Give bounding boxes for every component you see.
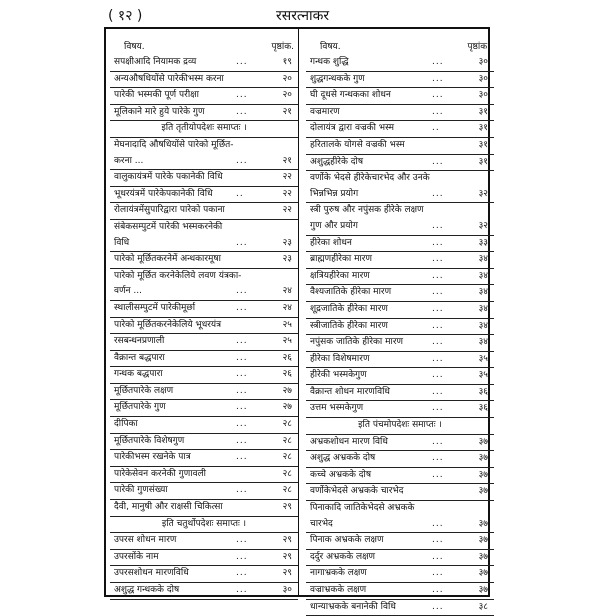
section-end-note	[110, 517, 298, 534]
toc-entry	[306, 368, 494, 385]
entry-title: पारेको मूर्छितकरनेकेलिये भूधरयंत्र	[114, 319, 222, 330]
entry-page-number: २१	[282, 106, 292, 117]
entry-page-number: २९	[282, 568, 292, 579]
entry-title: क्षत्रियहीरेका मारण	[310, 270, 370, 281]
leader-dots: ...	[432, 453, 444, 464]
entry-title: वैक्रान्त शोधन मारणविधि	[310, 386, 390, 397]
entry-title: हीरेकी भस्मकेगुण	[310, 370, 367, 381]
entry-title: पिनाक अभ्रकके लक्षण	[310, 535, 384, 546]
page-number: ( १२ )	[108, 8, 143, 24]
leader-dots: ...	[236, 585, 248, 595]
entry-page-number: ३१	[478, 156, 488, 167]
entry-page-number: २५	[282, 319, 292, 330]
leader-dots: ...	[236, 485, 248, 496]
section-end-note	[110, 121, 298, 138]
toc-entry	[306, 285, 494, 302]
entry-title: इति चतुर्थोपदेशः समाप्तः ।	[161, 518, 247, 529]
entry-page-number: २४	[282, 286, 292, 297]
entry-title: गन्धक शुद्धि	[310, 57, 349, 67]
toc-entry	[110, 88, 298, 105]
leader-dots: ...	[236, 57, 248, 67]
toc-entry	[110, 450, 298, 467]
entry-page-number: ३७	[478, 486, 488, 497]
toc-entry	[306, 55, 494, 72]
toc-entry	[110, 154, 298, 171]
toc-entry	[110, 187, 298, 204]
toc-entry	[110, 583, 298, 600]
entry-page-number: २४	[282, 302, 292, 313]
toc-entry	[110, 566, 298, 583]
leader-dots: ...	[432, 551, 444, 562]
toc-entry	[110, 105, 298, 122]
entry-page-number: ३०	[478, 73, 488, 84]
toc-entry	[110, 434, 298, 451]
entry-title: पारेकीभस्म रखनेके पात्र	[114, 452, 191, 463]
entry-title: दीपिका	[114, 419, 138, 430]
entry-title: वैश्यजातिके हीरेका मारण	[310, 287, 392, 298]
entry-title: इति तृतीयोपदेशः समाप्तः ।	[161, 123, 247, 134]
leader-dots: ..	[432, 123, 440, 134]
page-heading: पृष्ठांक.	[271, 42, 294, 52]
leader-dots: ...	[432, 156, 444, 167]
leader-dots: ...	[432, 535, 444, 546]
leader-dots: ...	[432, 585, 444, 595]
toc-entry	[306, 203, 494, 219]
toc-entry	[306, 583, 494, 600]
entry-title: मेघनादादि औषधियोंसे पारेको मूर्छित-	[114, 139, 234, 150]
entry-title: गुण और प्रयोग	[310, 220, 358, 231]
right-column-header	[306, 37, 494, 53]
entry-page-number: ३५	[478, 353, 488, 364]
entry-page-number: ३४	[478, 270, 488, 281]
entry-title: शूद्रजातिके हीरेका मारण	[310, 303, 388, 314]
entry-page-number: ३४	[478, 254, 488, 265]
entry-title: भिन्नभिन्न प्रयोग	[310, 188, 359, 199]
entry-page-number: २९	[282, 535, 292, 546]
toc-entry	[110, 203, 298, 220]
entry-title: पारेको मूर्छितकरनेमें अन्धकारमूषा	[114, 254, 221, 265]
entry-title: अन्यऔषधियोंसे पारेकीभस्म करना	[114, 73, 224, 84]
toc-entry	[306, 385, 494, 402]
toc-entry	[306, 550, 494, 567]
entry-title: करना ...	[114, 155, 144, 166]
toc-entry	[110, 170, 298, 187]
entry-page-number: २०	[282, 73, 292, 84]
toc-entry	[306, 219, 494, 236]
toc-entry	[306, 302, 494, 319]
entry-title: अभ्रकशोधन मारण विधि	[310, 436, 388, 447]
toc-entry	[110, 500, 298, 517]
toc-entry	[306, 401, 494, 418]
entry-title: वर्णन ...	[114, 286, 142, 297]
entry-page-number: ३५	[478, 370, 488, 381]
leader-dots: ...	[432, 188, 444, 199]
toc-entry	[306, 335, 494, 352]
toc-entry	[110, 533, 298, 550]
toc-entry	[306, 121, 494, 138]
entry-title: भूधरयंत्रमें पारेकेपकानेकी विधि	[114, 188, 213, 199]
toc-entry	[306, 600, 494, 616]
entry-title: रसबन्धनप्रणाली	[114, 336, 165, 347]
entry-page-number: २१	[282, 155, 292, 166]
entry-page-number: ३७	[478, 436, 488, 447]
toc-entry	[110, 417, 298, 434]
entry-title: शुद्धगन्धकके गुण	[310, 73, 365, 84]
entry-page-number: ३४	[478, 320, 488, 331]
entry-title: वैक्रान्त बद्धपारा	[114, 352, 165, 363]
toc-entry	[306, 484, 494, 501]
leader-dots: ...	[432, 601, 444, 612]
toc-entry	[306, 435, 494, 452]
entry-title: धान्याभ्रकके बनानेकी विधि	[310, 601, 396, 612]
leader-dots: ...	[236, 385, 248, 396]
entry-title: वज्राभ्रकके लक्षण	[310, 585, 367, 595]
subject-heading: विषय.	[320, 42, 341, 52]
toc-entry	[110, 269, 298, 285]
toc-entry	[110, 483, 298, 500]
entry-title: पारेकी भस्मकी पूर्ण परीक्षा	[114, 90, 199, 101]
toc-entry	[306, 105, 494, 122]
entry-page-number: ३०	[282, 585, 292, 595]
leader-dots: ...	[236, 551, 248, 562]
entry-title: उपरस शोधन मारण	[114, 535, 177, 546]
leader-dots: ...	[432, 220, 444, 231]
leader-dots: ...	[236, 155, 248, 166]
toc-entry	[306, 319, 494, 336]
entry-page-number: ३८	[478, 601, 488, 612]
entry-title: दैवी, मानुषी और राक्षसी चिकित्सा	[114, 502, 223, 513]
entry-title: उपरसशोधन मारणविधि	[114, 568, 189, 579]
toc-entry	[110, 400, 298, 417]
entry-page-number: ३३	[478, 237, 488, 248]
entry-page-number: ३१	[478, 123, 488, 134]
leader-dots: ...	[236, 286, 248, 297]
entry-page-number: ३०	[478, 57, 488, 67]
entry-title: विधि	[114, 237, 130, 248]
toc-entry	[110, 138, 298, 154]
leader-dots: ..	[236, 188, 244, 199]
leader-dots: ...	[236, 90, 248, 101]
entry-title: अशुद्ध अभ्रकके दोष	[310, 453, 376, 464]
page-header	[100, 4, 496, 26]
leader-dots: ...	[432, 270, 444, 281]
table-of-contents	[104, 27, 490, 612]
entry-page-number: ३६	[478, 403, 488, 414]
entry-page-number: ३४	[478, 337, 488, 348]
page-heading: पृष्ठांक.	[467, 42, 490, 52]
leader-dots: ...	[236, 419, 248, 430]
entry-page-number: ३७	[478, 518, 488, 529]
leader-dots: ...	[432, 386, 444, 397]
right-column	[306, 37, 494, 616]
toc-entry	[110, 252, 298, 269]
entry-page-number: २३	[282, 237, 292, 248]
leader-dots: ...	[236, 452, 248, 463]
entry-title: वालुकायंत्रमें पारेके पकानेकी विधि	[114, 172, 223, 183]
entry-title: पिनाकादि जातिकेभेदसे अभ्रकके	[310, 503, 415, 514]
toc-entry	[110, 318, 298, 335]
entry-title: पारेको मूर्छित करनेकेलिये लवण यंत्रका-	[114, 270, 242, 281]
entry-title: कच्चे अभ्रकके दोष	[310, 469, 372, 480]
leader-dots: ...	[432, 568, 444, 579]
toc-entry	[110, 550, 298, 567]
leader-dots: ...	[236, 369, 248, 380]
entry-page-number: ३७	[478, 551, 488, 562]
toc-entry	[110, 301, 298, 318]
left-rows	[110, 55, 298, 600]
toc-entry	[306, 451, 494, 468]
toc-entry	[306, 533, 494, 550]
toc-entry	[306, 468, 494, 485]
entry-title: ब्राह्मणहीरेका मारण	[310, 254, 372, 265]
entry-title: दोलायंत्र द्वारा वज्रकी भस्म	[310, 123, 395, 134]
entry-title: रोलायंत्रमेंसुपारिद्वारा पारेको पकाना	[114, 205, 225, 216]
leader-dots: ...	[432, 57, 444, 67]
entry-title: दर्दुर अभ्रकके लक्षण	[310, 551, 376, 562]
entry-page-number: २२	[282, 188, 292, 199]
entry-page-number: २८	[282, 452, 292, 463]
toc-entry	[306, 155, 494, 172]
entry-page-number: ३१	[478, 139, 488, 150]
toc-entry	[110, 220, 298, 236]
leader-dots: ...	[432, 90, 444, 101]
entry-page-number: २९	[282, 502, 292, 513]
toc-entry	[306, 501, 494, 517]
entry-title: नपुंसक जातिके हीरेका मारण	[310, 337, 404, 348]
leader-dots: ...	[432, 518, 444, 529]
toc-entry	[306, 187, 494, 204]
entry-page-number: ३७	[478, 453, 488, 464]
leader-dots: ...	[432, 106, 444, 117]
entry-title: हीरेका विशेषमारण	[310, 353, 370, 364]
entry-page-number: २३	[282, 254, 292, 265]
entry-title: वर्णोकेभेदसे अभ्रकके चारभेद	[310, 486, 404, 497]
toc-entry	[110, 284, 298, 301]
entry-title: पारेकेसेवन करनेकी गुणावली	[114, 468, 207, 479]
section-end-note	[306, 418, 494, 435]
entry-page-number: ३६	[478, 386, 488, 397]
right-rows	[306, 55, 494, 616]
entry-page-number: २६	[282, 352, 292, 363]
entry-title: उत्तम भस्मकेगुण	[310, 403, 364, 414]
entry-page-number: ३७	[478, 568, 488, 579]
entry-title: मूलिकाने मारे हुये पारेके गुण	[114, 106, 205, 117]
column-divider	[298, 29, 299, 595]
entry-title: वर्णोके भेदसे हीरेकेचारभेद और उनके	[310, 173, 430, 184]
entry-page-number: २२	[282, 205, 292, 216]
toc-entry	[110, 55, 298, 72]
leader-dots: ...	[236, 106, 248, 117]
entry-page-number: ३४	[478, 287, 488, 298]
left-column-header	[110, 37, 298, 53]
toc-entry	[306, 566, 494, 583]
toc-entry	[306, 352, 494, 369]
left-column	[110, 37, 298, 600]
toc-entry	[110, 351, 298, 368]
entry-page-number: ३२	[478, 220, 488, 231]
leader-dots: ...	[432, 303, 444, 314]
leader-dots: ...	[236, 336, 248, 347]
entry-title: वज्रमारण	[310, 106, 340, 117]
entry-title: मूर्छितपारेके लक्षण	[114, 385, 174, 396]
subject-heading: विषय.	[124, 42, 145, 52]
toc-entry	[110, 384, 298, 401]
entry-title: स्थालीसम्पुटमें पारेकीमूर्छा	[114, 302, 196, 313]
leader-dots: ...	[432, 403, 444, 414]
toc-entry	[306, 72, 494, 89]
toc-entry	[110, 236, 298, 253]
leader-dots: ...	[236, 237, 248, 248]
entry-title: चारभेद	[310, 518, 333, 529]
entry-page-number: ३७	[478, 469, 488, 480]
toc-entry	[306, 252, 494, 269]
entry-title: गन्धक बद्धपारा	[114, 369, 163, 380]
book-title: रसरत्नाकर	[276, 8, 330, 24]
leader-dots: ...	[432, 287, 444, 298]
entry-title: अशुद्धहीरेके दोष	[310, 156, 364, 167]
toc-entry	[306, 138, 494, 155]
toc-entry	[306, 88, 494, 105]
entry-title: पारेकी गुणसंख्या	[114, 485, 168, 496]
entry-page-number: २२	[282, 172, 292, 183]
leader-dots: ...	[432, 237, 444, 248]
entry-title: हीरेका शोधन	[310, 237, 352, 248]
entry-page-number: ३१	[478, 106, 488, 117]
leader-dots: ...	[236, 568, 248, 579]
entry-title: उपरसोंके नाम	[114, 551, 159, 562]
entry-page-number: २५	[282, 336, 292, 347]
entry-page-number: २९	[282, 551, 292, 562]
leader-dots: ...	[236, 535, 248, 546]
leader-dots: ...	[236, 352, 248, 363]
entry-title: नागाभ्रकके लक्षण	[310, 568, 367, 579]
entry-title: संबेकसम्पुटमें पारेकी भस्मकरनेकी	[114, 221, 223, 232]
entry-page-number: २७	[282, 385, 292, 396]
leader-dots: ...	[432, 73, 444, 84]
toc-entry	[110, 367, 298, 384]
entry-page-number: २७	[282, 402, 292, 413]
leader-dots: ...	[432, 254, 444, 265]
leader-dots: ...	[236, 302, 248, 313]
toc-entry	[306, 236, 494, 253]
entry-page-number: २८	[282, 419, 292, 430]
toc-entry	[306, 517, 494, 534]
entry-page-number: २८	[282, 468, 292, 479]
entry-title: स्त्री पुरुष और नपुंसक हीरेके लक्षण	[310, 205, 424, 216]
entry-page-number: २८	[282, 485, 292, 496]
toc-entry	[110, 334, 298, 351]
toc-entry	[306, 171, 494, 187]
entry-title: स्त्रीजातिके हीरेका मारण	[310, 320, 388, 331]
entry-title: मूर्छितपारेके गुण	[114, 402, 166, 413]
entry-title: घी दूधसे गन्धकका शोधन	[310, 90, 391, 101]
entry-page-number: २६	[282, 369, 292, 380]
entry-page-number: ३०	[478, 90, 488, 101]
leader-dots: ...	[432, 337, 444, 348]
leader-dots: ...	[432, 353, 444, 364]
entry-page-number: ३७	[478, 535, 488, 546]
toc-entry	[306, 269, 494, 286]
entry-page-number: ३२	[478, 188, 488, 199]
entry-title: मूर्छितपारेके विशेषगुण	[114, 435, 185, 446]
entry-title: हरितालके योगसे वज्रकी भस्म	[310, 139, 405, 150]
entry-page-number: २८	[282, 435, 292, 446]
leader-dots: ...	[432, 436, 444, 447]
leader-dots: ...	[432, 320, 444, 331]
leader-dots: ...	[236, 435, 248, 446]
entry-page-number: १९	[282, 57, 292, 67]
entry-page-number: २०	[282, 90, 292, 101]
leader-dots: ...	[432, 370, 444, 381]
leader-dots: ...	[236, 402, 248, 413]
entry-title: अशुद्ध गन्धकके दोष	[114, 585, 180, 595]
entry-page-number: ३७	[478, 585, 488, 595]
entry-page-number: ३४	[478, 303, 488, 314]
entry-title: सपक्षीआदि नियामक द्रव्य	[114, 57, 197, 67]
toc-entry	[110, 72, 298, 89]
leader-dots: ...	[432, 469, 444, 480]
toc-entry	[110, 467, 298, 484]
entry-title: इति पंचमोपदेशः समाप्तः ।	[358, 420, 442, 431]
